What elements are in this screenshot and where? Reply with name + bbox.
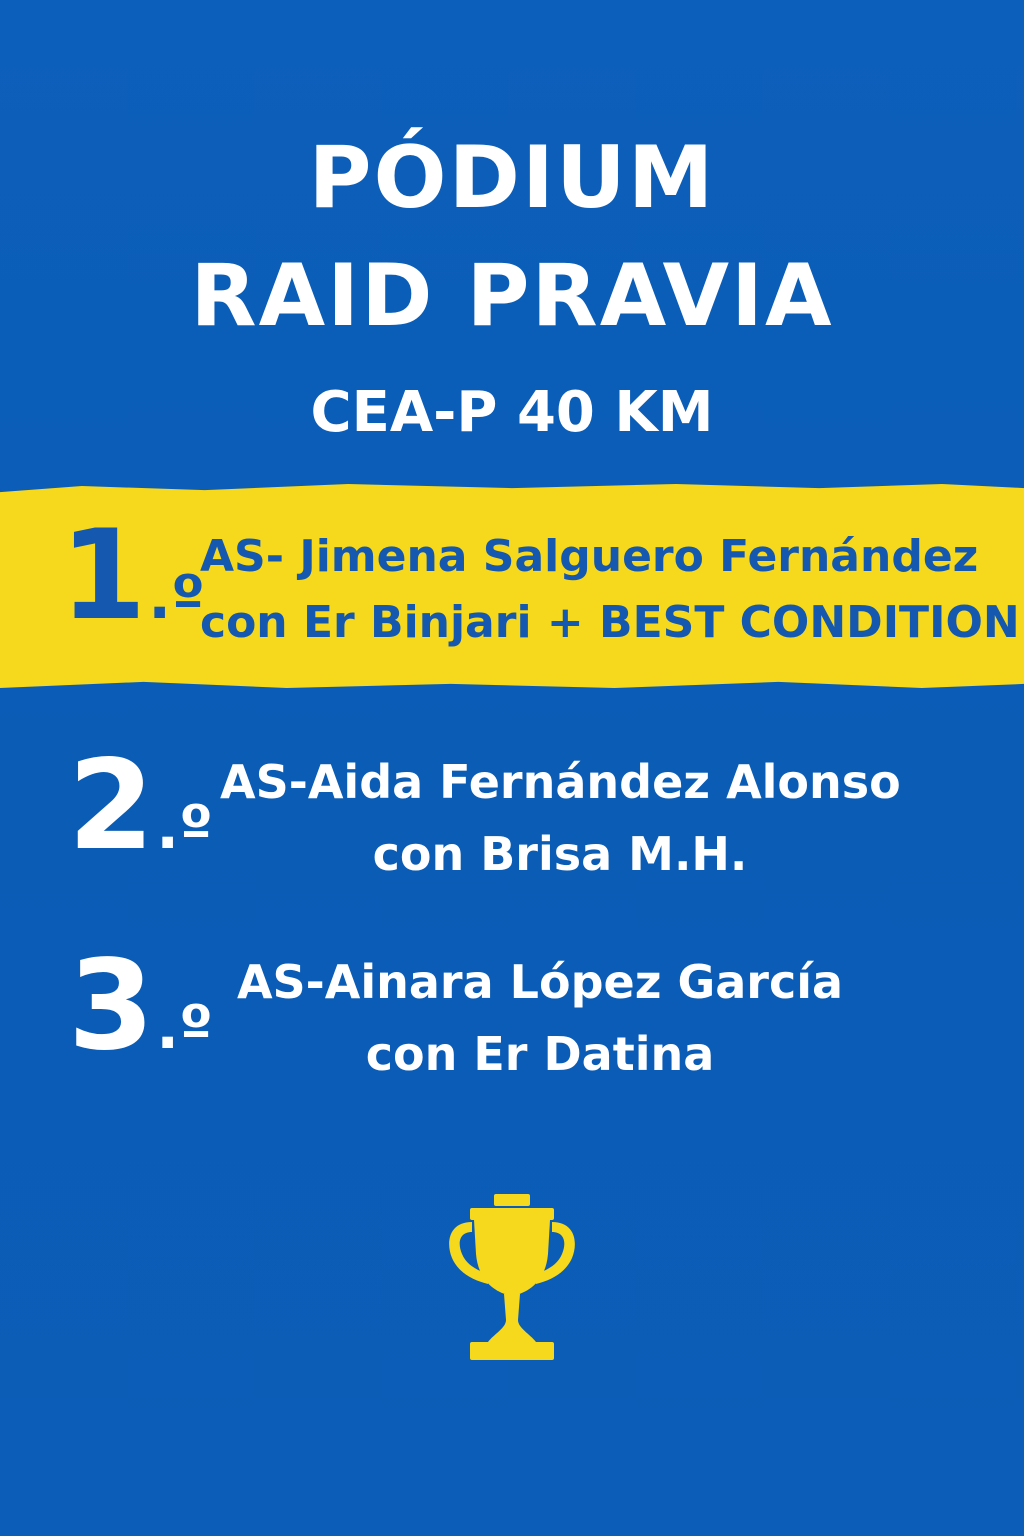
podium-entry-third [0, 934, 1024, 1090]
place-text-first [200, 524, 1020, 656]
place-number-first [60, 504, 205, 648]
rider-name: AS- Jimena Salguero Fernández [200, 531, 979, 582]
place-ordinal-mark: .º [156, 993, 213, 1063]
horse-name: con Brisa M.H. [372, 827, 748, 881]
place-number-third [68, 934, 213, 1078]
poster-subtitle: CEA-P 40 KM [310, 380, 714, 445]
place-ordinal-mark: .º [156, 793, 213, 863]
place-text-third [220, 946, 860, 1090]
horse-name: con Er Binjari + BEST CONDITION [200, 597, 1020, 648]
place-number-second [68, 734, 213, 878]
poster-title-line-2: RAID PRAVIA [190, 246, 834, 346]
place-number-digit: 3 [68, 934, 155, 1078]
place-ordinal-mark: .º [148, 563, 205, 633]
podium-entry-second [0, 734, 1024, 890]
place-number-digit: 2 [68, 734, 155, 878]
trophy-icon [444, 1192, 580, 1364]
podium-entry-first [0, 484, 1024, 688]
poster-title-line-1: PÓDIUM [308, 128, 716, 228]
rider-name: AS-Ainara López García [236, 955, 844, 1009]
place-number-digit: 1 [60, 504, 147, 648]
place-text-second [220, 746, 900, 890]
horse-name: con Er Datina [365, 1027, 715, 1081]
rider-name: AS-Aida Fernández Alonso [220, 755, 901, 809]
